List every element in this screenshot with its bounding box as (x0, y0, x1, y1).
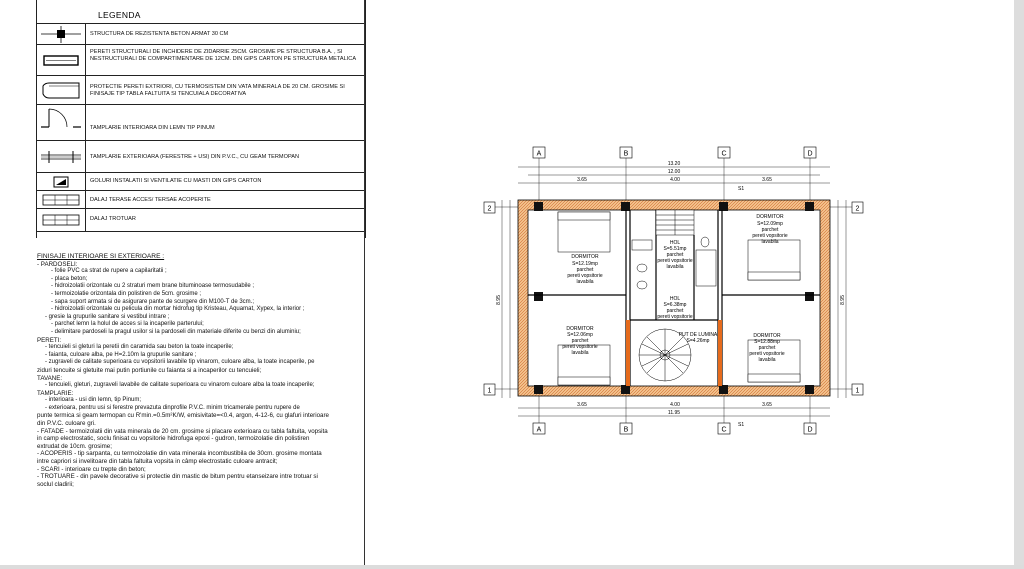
grid-label: C (721, 150, 727, 158)
viewer-edge (1014, 0, 1024, 569)
vent-shaft-symbol-icon (37, 173, 86, 191)
finishes-line: - folie PVC ca strat de rupere a capilaritatii ; (51, 268, 167, 275)
column-symbol-icon (37, 24, 86, 45)
room-area: S=12.06mp (567, 332, 593, 338)
room-finish: pereti vopsitorie (562, 344, 598, 350)
dimension-label: 13.20 (667, 161, 681, 167)
room-finish: pereti vopsitorie (749, 351, 785, 357)
finishes-line: - hidroizolatii orizontale cu 2 straturi mem brane bituminoase termosudabile ; (51, 283, 255, 290)
grid-label: 1 (855, 387, 860, 395)
room-area: S=4.26mp (686, 338, 710, 344)
dimension-label: 8.95 (496, 295, 502, 305)
finishes-line: - FATADE - termoizolatii din vata minerala de 20 cm. grosime si placare exterioara cu tabla faltuita, vopsita (37, 427, 328, 435)
legend-text: GOLURI INSTALATII SI VENTILATIE CU MASTI DIN GIPS CARTON (90, 178, 262, 184)
grid-axes-bottom (533, 423, 816, 434)
dimension-label: 11.95 (667, 410, 681, 416)
finishes-title: FINISAJE INTERIOARE SI EXTERIOARE : (37, 253, 165, 260)
grid-label: A (536, 150, 542, 158)
grid-label: B (623, 426, 629, 434)
room-finish: parchet (571, 338, 589, 344)
dimension-label: 3.65 (577, 177, 587, 183)
finishes-line: - SCARI - interioare cu trepte din beton; (37, 465, 146, 473)
sheet-divider (364, 0, 365, 569)
room-name: DORMITOR (571, 254, 599, 260)
room-area: S=12.09mp (757, 221, 783, 227)
legend-row (37, 140, 365, 173)
dimension-label: 3.65 (762, 402, 772, 408)
room-area: S=5.51mp (663, 246, 687, 252)
wall-fill (626, 320, 630, 386)
room-finish: parchet (666, 252, 684, 258)
room-finish: lavabila (571, 350, 589, 356)
room-finish: parchet (761, 227, 779, 233)
legend-row (37, 44, 365, 76)
finishes-line: - ACOPERIS - tip sarpanta, cu termoizolatie din vata minerala incombustibila de 30cm. grosime montata (37, 450, 322, 458)
grid-label: 2 (487, 205, 492, 213)
legend-text: PROTECTIE PERETI EXTRIORI, CU TERMOSISTEM DIN VATA MINERALA DE 20 CM. GROSIME SI FINISAJE TIP TABLA FALTUITA SI TENCUIALA DECORATIVA (90, 84, 345, 97)
room-finish: pereti vopsitorie (567, 273, 603, 279)
grid-label: C (721, 426, 727, 434)
legend-row (37, 208, 365, 232)
finishes-line: soclul cladirii; (37, 480, 74, 488)
legend-text: PERETI STRUCTURALI DE INCHIDERE DE ZIDARRIE 25CM. GROSIME PE STRUCTURA B.A. , SI NESTRUCTURALI DE COMPARTIMENTARE DE 12CM. DIN GIPS CARTON PE STRUCTURA METALICA (90, 49, 357, 62)
interior-door-symbol-icon (37, 105, 86, 141)
legend-table (36, 0, 366, 238)
room-name: DORMITOR (566, 326, 594, 332)
room-finish: lavabila (576, 279, 594, 285)
dimension-label: 3.65 (762, 177, 772, 183)
floor-plan (470, 140, 870, 440)
legend-row (37, 190, 365, 209)
legend-row (37, 23, 365, 45)
finishes-line: - faianta, culoare alba, pe H=2.10m la grupurile sanitare ; (45, 351, 197, 358)
finishes-line: PERETI: (37, 336, 62, 344)
exterior-wall-protection-symbol-icon (37, 76, 86, 105)
finishes-line: - parchet lemn la holul de acces si la incaperile parterului; (51, 321, 204, 328)
terrace-paving-symbol-icon (37, 191, 86, 209)
room-finish: parchet (576, 267, 594, 273)
grid-axes-top (533, 147, 816, 158)
dimension-label: 4.00 (670, 402, 680, 408)
finishes-line: - zugraveli de calitate superioara cu vopsitorii lavabile tip vinarom, culoare alba, la toate incaperile, pe (45, 359, 315, 366)
finishes-line: - termoizolatie orizontala din polistiren de 5cm. grosime ; (51, 290, 202, 297)
finishes-line: - PARDOSELI: (37, 260, 78, 268)
room-finish: pereti vopsitorie (657, 258, 693, 264)
dimension-label: 8.95 (840, 295, 846, 305)
finishes-line: - interioara - usi din lemn, tip Pinum; (45, 397, 142, 404)
viewer-bottom-edge (0, 565, 1024, 569)
room-name: DORMITOR (753, 333, 781, 339)
room-finish: parchet (758, 345, 776, 351)
grid-label: B (623, 150, 629, 158)
wall-fill (718, 320, 722, 386)
finishes-line: - delimitare pardoseli la pragul usilor si la pardoseli din materiale diferite cu benzi din aluminiu; (51, 328, 301, 335)
dimension-label: 12.00 (667, 169, 681, 175)
finishes-line: TAMPLARIE: (37, 389, 74, 397)
room-name: PUT DE LUMINA (678, 332, 718, 338)
legend-text: TAMPLARIE EXTERIOARA (FERESTRE + USI) DIN P.V.C., CU GEAM TERMOPAN (90, 154, 300, 160)
finishes-line: ziduri tencuite si gletuite mai putin portiunile cu faianta si a incaperilor cu tencuieli; (37, 366, 262, 374)
finishes-line: extrudat de 10cm. grosime; (37, 442, 112, 450)
finishes-notes (37, 253, 359, 488)
room-area: S=6.38mp (663, 302, 687, 308)
finishes-line: - exterioara, pentru usi si ferestre prevazuta dinprofile P.V.C. minim tricamerale pentru rupere de (45, 404, 300, 411)
room-finish: pereti vopsitorie (657, 314, 693, 320)
finishes-line: intre capriori si invelitoare din tabla faltuita vopsita in câmp electrostatic culoare antracit; (37, 458, 278, 466)
legend-title: LEGENDA (98, 10, 141, 20)
legend-text: DALAJ TROTUAR (90, 216, 136, 222)
finishes-line: punte termica si geam termopan cu R'min.=0.5m²K/W, emisivitate=<0.4, argon, 4-12-6, cu glafuri interioare (37, 412, 329, 420)
room-name: HOL (669, 240, 681, 246)
room-name: HOL (669, 296, 681, 302)
legend-row (37, 104, 365, 141)
room-finish: lavabila (761, 239, 779, 245)
dimension-label: 4.00 (670, 177, 680, 183)
legend-row (37, 172, 365, 191)
finishes-line: - tencuieli si gleturi la peretii din caramida sau beton la toate incaperile; (45, 344, 234, 351)
finishes-line: in camp electrostatic, soclu finisat cu vopsitorie hidrofuga epoxi - gudron, termoizolatie din polistiren (37, 435, 310, 443)
room-finish: pereti vopsitorie (752, 233, 788, 239)
grid-label: D (807, 426, 813, 434)
finishes-line: TAVANE: (37, 374, 63, 382)
dimension-label: 3.65 (577, 402, 587, 408)
sidewalk-paving-symbol-icon (37, 209, 86, 231)
room-finish: lavabila (666, 264, 684, 270)
finishes-line: - placa beton; (51, 275, 88, 282)
room-area: S=12.19mp (572, 261, 598, 267)
legend-text: DALAJ TERASE ACCES/ TERSAE ACOPERITE (90, 197, 211, 203)
room-area: S=12.88mp (754, 339, 780, 345)
finishes-line: - hidroizolatii orizontale cu pelicula din mortar hidrofug tip Kristeau, Aquamat, Xypex, la interior ; (51, 306, 305, 313)
staircase (656, 210, 694, 235)
room-finish: lavabila (758, 357, 776, 363)
finishes-line: - gresie la grupurile sanitare si vestibul intrare ; (45, 313, 170, 320)
legend-text: TAMPLARIE INTERIOARA DIN LEMN TIP PINUM (90, 125, 215, 131)
finishes-line: din P.V.C. culoare gri. (37, 420, 96, 428)
room-name: DORMITOR (756, 214, 784, 220)
finishes-line: - TROTUARE - din pavele decorative si protectie din mastic de bitum pentru etanseizare intre trotuar si (37, 473, 318, 481)
room-finish: parchet (666, 308, 684, 314)
section-marker: S1 (738, 422, 745, 428)
grid-label: 1 (487, 387, 492, 395)
section-marker: S1 (738, 186, 745, 192)
finishes-line: - tencuieli, gleturi, zugraveli lavabile de calitate superioara cu vinarom culoare alba la toate incaperile; (45, 382, 315, 389)
finishes-line: - sapa suport armata si de asigurare pante de scurgere din M100-T de 3cm.; (51, 298, 254, 305)
grid-label: 2 (855, 205, 860, 213)
grid-label: D (807, 150, 813, 158)
finishes-lines (37, 261, 359, 489)
structural-wall-symbol-icon (37, 45, 86, 76)
exterior-window-symbol-icon (37, 141, 86, 173)
legend-text: STRUCTURA DE REZISTENTA BETON ARMAT 30 CM (90, 31, 229, 37)
legend-row (37, 75, 365, 105)
grid-label: A (536, 426, 542, 434)
